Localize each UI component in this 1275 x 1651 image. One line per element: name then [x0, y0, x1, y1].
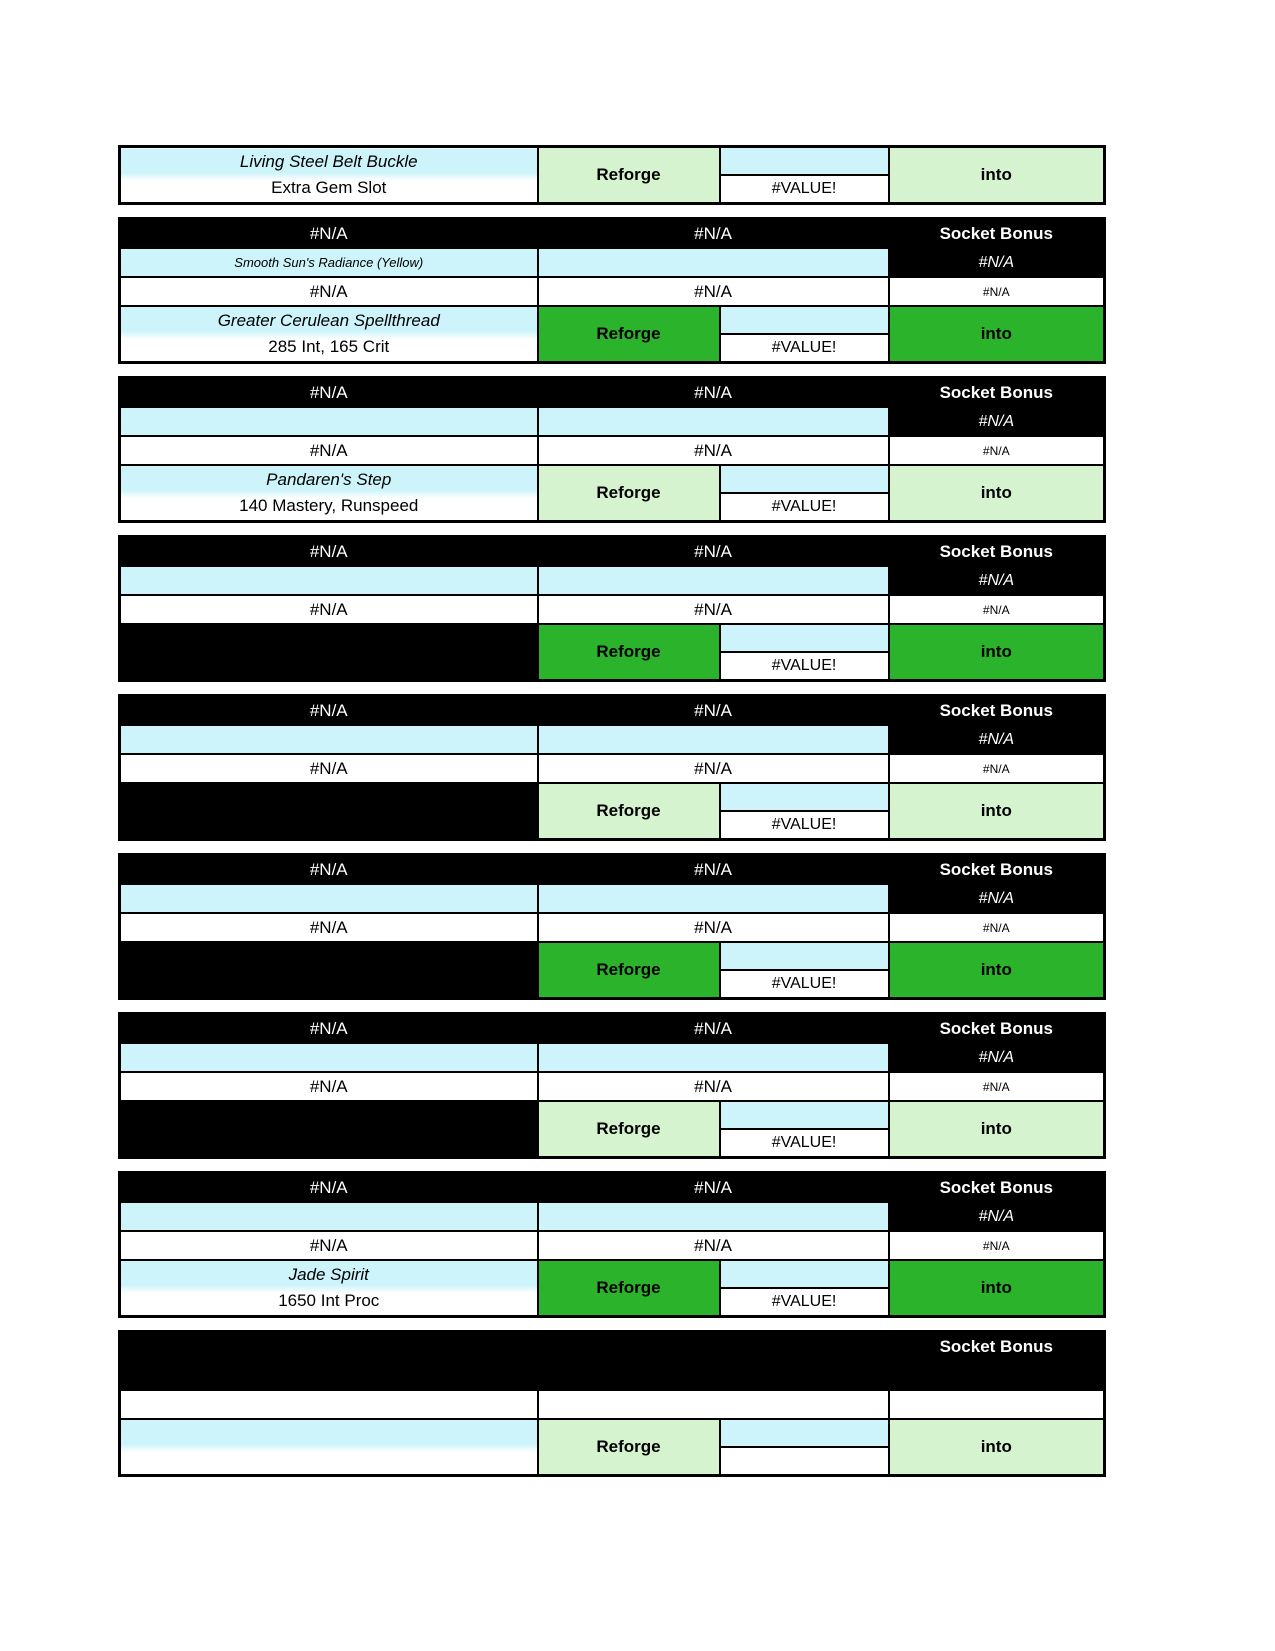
into-button[interactable]: into [889, 942, 1105, 999]
reforge-button[interactable]: Reforge [538, 306, 720, 363]
socket-bonus-header: Socket Bonus [889, 219, 1105, 249]
value-error-cell: #VALUE! [720, 811, 889, 840]
na-cell: #N/A [120, 277, 538, 306]
na-header-cell: #N/A [120, 378, 538, 408]
na-small-cell: #N/A [889, 913, 1105, 942]
reforge-block-8 [118, 1171, 1106, 1318]
reforge-block-2 [118, 217, 1106, 364]
reforge-block-7 [118, 1012, 1106, 1159]
socket-bonus-header: Socket Bonus [889, 1014, 1105, 1044]
na-cell: #N/A [120, 913, 538, 942]
na-header-cell: #N/A [538, 855, 889, 885]
na-cell: #N/A [120, 436, 538, 465]
item-name: Greater Cerulean Spellthread [217, 311, 440, 330]
reforge-button[interactable]: Reforge [538, 624, 720, 681]
socket-bonus-header: Socket Bonus [889, 696, 1105, 726]
item-name: Jade Spirit [288, 1265, 369, 1284]
na-small-cell: #N/A [889, 436, 1105, 465]
into-button[interactable]: into [889, 624, 1105, 681]
na-header-cell: #N/A [120, 537, 538, 567]
na-cell: #N/A [120, 754, 538, 783]
socket-bonus-header: Socket Bonus [889, 855, 1105, 885]
socket-na-cell: #N/A [889, 566, 1105, 595]
reforge-button[interactable]: Reforge [538, 465, 720, 522]
item-cell-blank [120, 1101, 538, 1158]
item-cell-blank [120, 783, 538, 840]
empty-blue-cell [120, 725, 538, 754]
empty-white-cell [889, 1390, 1105, 1419]
empty-blue-cell [538, 1043, 889, 1072]
na-header-cell: #N/A [120, 1173, 538, 1203]
na-cell: #N/A [538, 913, 889, 942]
value-upper-cell [720, 1260, 889, 1288]
into-button[interactable]: into [889, 1260, 1105, 1317]
na-header-cell: #N/A [538, 1173, 889, 1203]
item-cell [120, 1419, 538, 1476]
into-button[interactable]: into [889, 465, 1105, 522]
item-stats: 1650 Int Proc [278, 1291, 380, 1310]
reforge-block-9 [118, 1330, 1106, 1477]
na-header-cell: #N/A [120, 1014, 538, 1044]
value-error-cell: #VALUE! [720, 970, 889, 999]
empty-blue-cell [538, 566, 889, 595]
value-upper-cell [720, 1419, 889, 1447]
value-upper-cell [720, 147, 889, 176]
empty-blue-cell [120, 566, 538, 595]
socket-na-cell: #N/A [889, 248, 1105, 277]
value-error-cell: #VALUE! [720, 1129, 889, 1158]
value-upper-cell [720, 783, 889, 811]
socket-bonus-header: Socket Bonus [889, 378, 1105, 408]
item-name: Pandaren's Step [266, 470, 392, 489]
na-header-cell: #N/A [120, 855, 538, 885]
item-cell [120, 1260, 538, 1317]
na-header-cell: #N/A [538, 378, 889, 408]
empty-blue-cell [538, 1202, 889, 1231]
item-stats [121, 1447, 537, 1473]
na-header-cell: #N/A [120, 696, 538, 726]
na-cell: #N/A [120, 1231, 538, 1260]
reforge-block-1 [118, 145, 1106, 205]
na-small-cell: #N/A [889, 754, 1105, 783]
reforge-block-5 [118, 694, 1106, 841]
empty-blue-cell [120, 1043, 538, 1072]
item-cell-blank [120, 624, 538, 681]
socket-na-cell-blank [889, 1361, 1105, 1390]
value-upper-cell [720, 306, 889, 334]
value-error-cell-blank [720, 1447, 889, 1476]
empty-blue-cell [120, 884, 538, 913]
na-header-cell: #N/A [538, 537, 889, 567]
na-header-cell: #N/A [538, 219, 889, 249]
reforge-block-4 [118, 535, 1106, 682]
empty-blue-cell [538, 407, 889, 436]
empty-white-cell [538, 1390, 889, 1419]
item-name [121, 1421, 537, 1447]
gem-note-cell [120, 1202, 538, 1231]
into-button[interactable]: into [889, 306, 1105, 363]
empty-blue-cell [538, 725, 889, 754]
reforge-button[interactable]: Reforge [538, 783, 720, 840]
item-stats: 285 Int, 165 Crit [268, 337, 390, 356]
socket-na-cell: #N/A [889, 407, 1105, 436]
item-stats: 140 Mastery, Runspeed [239, 496, 419, 515]
value-error-cell: #VALUE! [720, 175, 889, 204]
item-cell-blank [120, 942, 538, 999]
into-button[interactable]: into [889, 1101, 1105, 1158]
na-small-cell: #N/A [889, 595, 1105, 624]
na-cell: #N/A [538, 1231, 889, 1260]
reforge-button[interactable]: Reforge [538, 1419, 720, 1476]
socket-na-cell: #N/A [889, 1043, 1105, 1072]
item-name: Living Steel Belt Buckle [239, 152, 418, 171]
empty-white-cell [120, 1390, 538, 1419]
reforge-button[interactable]: Reforge [538, 942, 720, 999]
reforge-block-3 [118, 376, 1106, 523]
na-cell: #N/A [120, 595, 538, 624]
na-cell: #N/A [120, 1072, 538, 1101]
empty-blue-cell [538, 248, 889, 277]
value-error-cell: #VALUE! [720, 1288, 889, 1317]
reforge-button[interactable]: Reforge [538, 1260, 720, 1317]
na-header-cell: #N/A [120, 219, 538, 249]
na-header-cell: #N/A [538, 1014, 889, 1044]
value-error-cell: #VALUE! [720, 493, 889, 522]
socket-bonus-header: Socket Bonus [889, 1173, 1105, 1203]
reforge-block-6 [118, 853, 1106, 1000]
na-cell: #N/A [538, 754, 889, 783]
item-stats: Extra Gem Slot [271, 178, 387, 197]
value-upper-cell [720, 465, 889, 493]
item-cell [120, 465, 538, 522]
socket-na-cell: #N/A [889, 725, 1105, 754]
value-error-cell: #VALUE! [720, 334, 889, 363]
empty-blue-cell [538, 884, 889, 913]
item-cell [120, 306, 538, 363]
na-cell: #N/A [538, 277, 889, 306]
black-strip-cell [120, 1332, 889, 1391]
socket-na-cell: #N/A [889, 884, 1105, 913]
socket-na-cell: #N/A [889, 1202, 1105, 1231]
value-upper-cell [720, 624, 889, 652]
item-cell [120, 147, 538, 204]
na-cell: #N/A [538, 436, 889, 465]
na-cell: #N/A [538, 595, 889, 624]
reforge-button[interactable]: Reforge [538, 1101, 720, 1158]
value-error-cell: #VALUE! [720, 652, 889, 681]
na-small-cell: #N/A [889, 1231, 1105, 1260]
into-button[interactable]: into [889, 1419, 1105, 1476]
na-small-cell: #N/A [889, 1072, 1105, 1101]
socket-bonus-header: Socket Bonus [889, 1332, 1105, 1362]
reforge-button[interactable]: Reforge [538, 147, 720, 204]
na-header-cell: #N/A [538, 696, 889, 726]
into-button[interactable]: into [889, 783, 1105, 840]
na-cell: #N/A [538, 1072, 889, 1101]
socket-bonus-header: Socket Bonus [889, 537, 1105, 567]
value-upper-cell [720, 1101, 889, 1129]
value-upper-cell [720, 942, 889, 970]
into-button[interactable]: into [889, 147, 1105, 204]
gem-note-cell: Smooth Sun's Radiance (Yellow) [120, 248, 538, 277]
gem-note-cell [120, 407, 538, 436]
na-small-cell: #N/A [889, 277, 1105, 306]
